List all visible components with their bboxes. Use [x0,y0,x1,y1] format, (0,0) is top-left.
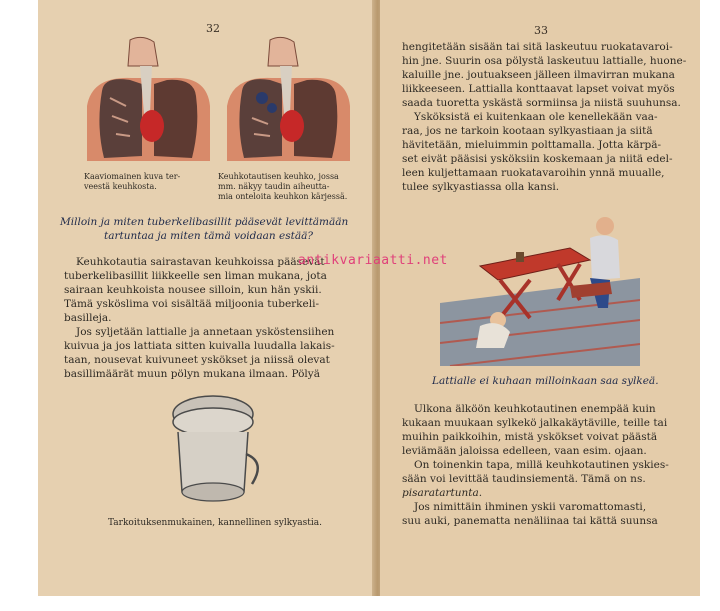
cup-caption: Tarkoituksenmukainen, kannellinen sylkyastia. [108,518,322,528]
paragraph: On toinenkin tapa, millä keuhkotautinen yskies- sään voi levittää taudinsiementä. Tämä on ns. pisaratartunta. [402,459,669,499]
page-number: 33 [534,24,548,37]
left-page [38,0,378,611]
paragraph: hengitetään sisään tai sitä laskeutuu ruokatavaroi- hin jne. Suurin osa pölystä laskeutuu lattialle, huone- kaluille jne. joutuakseen jälleen ilmavirran mukana liikkeeseen. Lattialla konttaavat lapset voivat myös saada tuoretta yskästä sormiinsa ja niistä suuhunsa. [402,41,687,109]
caption-diseased-lung: Keuhkotautisen keuhko, jossa mm. näkyy taudin aiheutta- mia onteloita keuhkon kärjessä. [218,172,348,201]
diseased-lung-illustration [227,37,350,161]
paragraph: Keuhkotautia sairastavan keuhkoissa pääsevät tuberkelibasillit liikkeelle sen liman mukana, jota sairaan keuhkoista nousee silloin, kun hän yskii. Tämä ysköslima voi sisältää miljoonia tuberkeli- basilleja. [64,256,327,324]
right-page [380,0,700,611]
section-heading: Milloin ja miten tuberkelibasillit pääsevät levittämään tartuntaa ja miten tämä voidaan estää? [60,216,349,242]
paragraph: Jos syljetään lattialle ja annetaan ysköstensiihen kuivua ja jos lattiata sitten kuivalla luudalla lakais- taan, nousevat kuivuneet yskökset ja niissä olevat basillimäärät muun pölyn mukana ilmaan. Pölyä [64,326,335,380]
scene-caption: Lattialle ei kuhaan milloinkaan saa sylkeä. [432,375,659,387]
left-body-text [64,255,372,381]
page-number: 32 [206,22,220,35]
spittoon-illustration [168,392,268,512]
paragraph: Jos nimittäin ihminen yskii varomattomasti, suu auki, panematta nenäliinaa tai kättä suunsa [402,501,658,527]
lung-illustrations [82,36,352,168]
caption-healthy-lung: Kaaviomainen kuva ter- veestä keuhkosta. [84,172,181,191]
scene-illustration [440,208,640,366]
right-body-text-top [402,40,690,194]
paragraph: Ysköksistä ei kuitenkaan ole kenellekään vaa- raa, jos ne tarkoin kootaan sylkyastiaan ja siitä hävitetään, mieluimmin polttamalla. Jotta kärpä- set eivät pääsisi ysköksiin koskemaan ja niitä edel- leen kuljettamaan ruokatavaroihin ynnä muualle, tulee sylkyastiassa olla kansi. [402,111,673,193]
healthy-lung-illustration [87,37,210,161]
paragraph: Ulkona älköön keuhkotautinen enempää kuin kukaan muukaan sylkekö jalkakäytäville, teille tai muihin paikkoihin, mistä yskökset voivat päästä leviämään jaloissa edelleen, vaan esim. ojaan. [402,403,668,457]
watermark: antikvariaatti.net [298,253,448,268]
right-body-text-bottom [402,402,690,528]
page-bottom-margin [0,596,720,611]
